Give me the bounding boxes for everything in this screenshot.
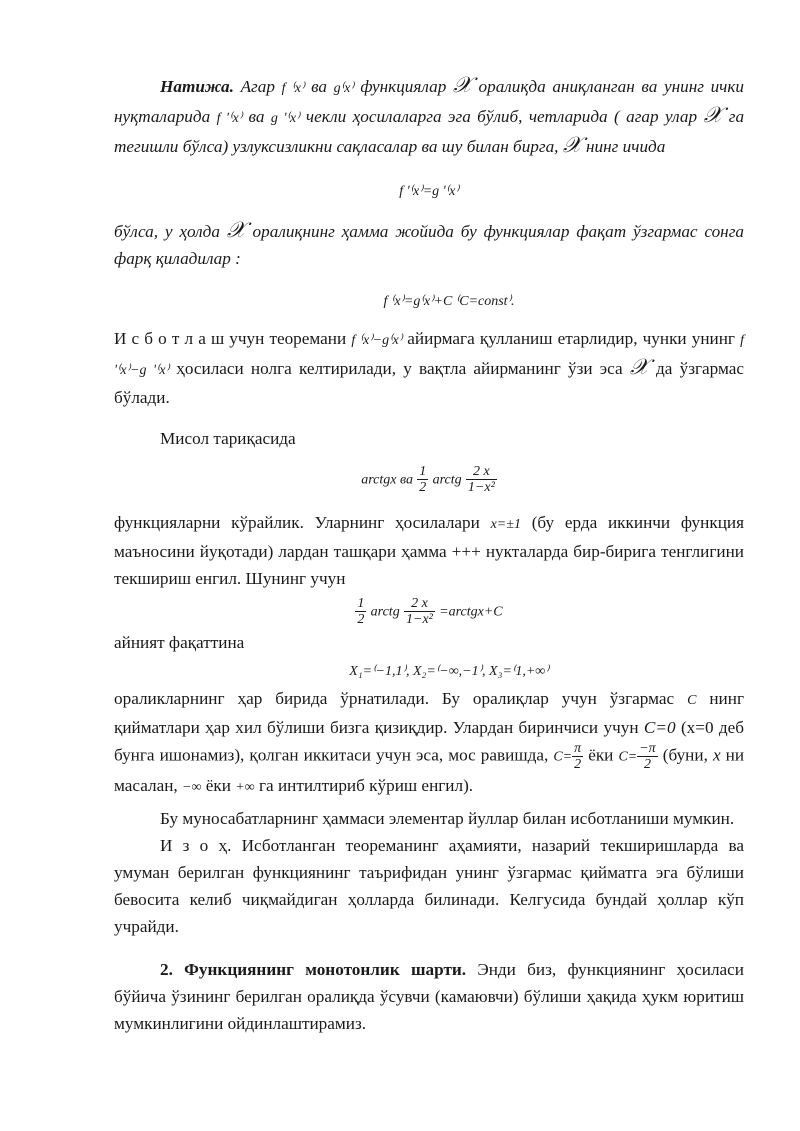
script-x: 𝒳: [629, 355, 649, 380]
script-x: 𝒳: [452, 73, 472, 98]
equation-1: f ʹ⁽x⁾=g ʹ⁽x⁾: [399, 184, 459, 199]
equation-5: X₁=⁽−1,1⁾, X₂=⁽−∞,−1⁾, X₃=⁽1,+∞⁾: [349, 664, 549, 679]
script-x: 𝒳: [226, 218, 246, 243]
derivative-paragraph: функцияларни кўрайлик. Уларнинг ҳосилалари x=±1 (бу ерда иккинчи функция маъносини йуқотади) лардан ташқари ҳамма +++ нукталарда бир-бирига тенглигини текшириш енгил. Шунинг учун: [114, 513, 745, 588]
formula-gpx: g ʹ⁽x⁾: [270, 111, 300, 126]
equation-4: $\frac{1}{2}$ arctg $\frac{2 x}{\text{1−x²}}$ =arctgx+C: [357, 596, 503, 627]
formula-gx: g⁽x⁾: [333, 81, 354, 96]
proof-note: Бу муносабатларнинг ҳаммаси элементар йуллар билан исботланиши мумкин.: [160, 809, 735, 828]
formula-fpx: f ʹ⁽x⁾: [216, 111, 243, 126]
result-heading: Натижа.: [160, 77, 234, 96]
proof-paragraph: И с б о т л а ш учун теоремани f ⁽x⁾−g⁽x⁾ айирмага қулланиш етарлидир, чунки унинг f ʹ⁽x⁾−g ʹ⁽x⁾ ҳосиласи нолга келтирилади, у вақтла айирманинг ўзи эса 𝒳 да ўзгармас бўлади.: [114, 329, 745, 407]
formula-fp-minus-gp: f ʹ⁽x⁾−g ʹ⁽x⁾: [114, 333, 744, 378]
fraction-half: $\frac{1}{2}$: [419, 464, 427, 495]
intervals-paragraph: ораликларнинг ҳар бирида ўрнатилади. Бу оралиқлар учун ўзгармас C нинг қийматлари ҳар хил бўлиши бизга қизиқдир. Улардан биринчиси учун C=0 (x=0 деб бунга ишонамиз), қолган иккитаси учун эса, мос равишда, C= $\frac{\pi}{2}$ ёки C= $\frac{-\pi}{2}$ (буни, x ни масалан, −∞ ёки +∞ га интилтириб кўриш енгил).: [114, 689, 745, 795]
remark-paragraph: И з о ҳ. Исботланган теореманинг аҳамияти, назарий текширишларда ва умуман берилган функциянинг таърифидан унинг ўзгармас қийматга эга бўлиши бевосита келиб чиқмайдиган ҳолларда билинади. Келгусида бундай ҳоллар кўп учрайди.: [114, 836, 744, 936]
section-2-heading: 2. Функциянинг монотонлик шарти.: [160, 960, 467, 979]
example-intro: Мисол тариқасида: [160, 429, 296, 448]
identity-text: айният фақаттина: [114, 633, 245, 652]
equation-3: arctgx ва $\frac{1}{2}$ arctg $\frac{2 x}{\text{1−x²}}$: [361, 464, 495, 495]
formula-fx: f ⁽x⁾: [281, 81, 305, 96]
conclusion-paragraph: бўлса, у ҳолда 𝒳 оралиқнинг ҳамма жойида бу функциялар фақат ўзгармас сонга фарқ қиладилар :: [114, 218, 745, 268]
result-paragraph: Натижа. Агар f ⁽x⁾ ва g⁽x⁾ функциялар 𝒳 оралиқда аниқланган ва унинг ички нуқталарида f ʹ⁽x⁾ ва g ʹ⁽x⁾ чекли ҳосилаларга эга бўлиб, четларида ( агар улар 𝒳 га тегишли бўлса) узлуксизликни сақласалар ва шу билан бирга, 𝒳 нинг ичида: [114, 73, 745, 158]
document-page: [114, 72, 744, 1037]
fraction-arctg-arg: $\frac{2 x}{\text{1−x²}}$: [467, 464, 495, 495]
script-x: 𝒳: [703, 103, 723, 128]
formula-f-minus-g: f ⁽x⁾−g⁽x⁾: [351, 333, 403, 348]
section-2-paragraph: 2. Функциянинг монотонлик шарти. Энди биз, функциянинг ҳосиласи бўйича ўзининг берилган оралиқда ўсувчи (камаювчи) бўлиши ҳақида ҳукм юритиш мумкинлигини ойдинлаштирамиз.: [114, 960, 744, 1033]
script-x: 𝒳: [562, 133, 582, 158]
formula-x-pm-1: x=±1: [490, 517, 521, 532]
equation-2: f ⁽x⁾=g⁽x⁾+C ⁽C=const⁾.: [383, 294, 515, 309]
